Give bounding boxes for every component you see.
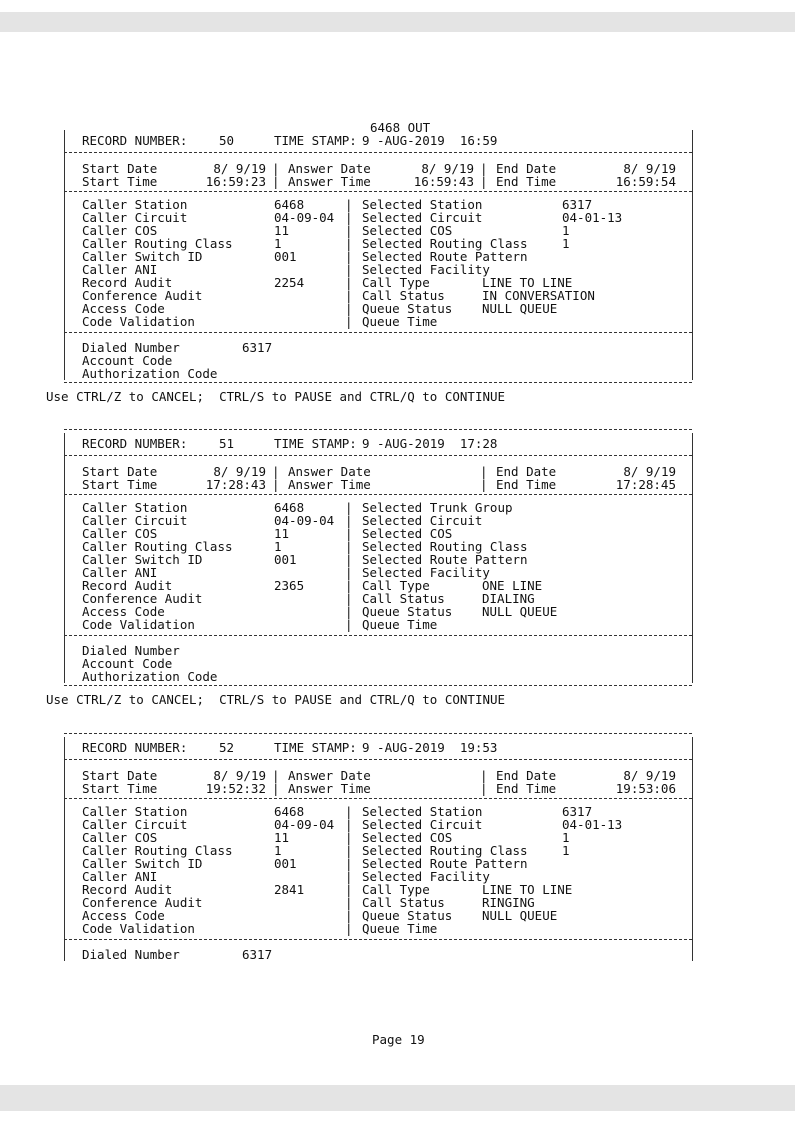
selected-field-label: Selected COS [362,223,453,238]
column-separator: | [345,539,353,554]
answer-time-label: Answer Time [288,781,371,796]
column-separator: | [345,223,353,238]
selected-field-label: Selected Circuit [362,210,483,225]
caller-field-label: Record Audit [82,882,173,897]
start-date-label: Start Date [82,768,158,783]
selected-field-label: Call Status [362,288,445,303]
selected-field-label: Call Type [362,578,430,593]
caller-field-label: Caller Circuit [82,210,188,225]
column-separator: | [272,768,280,783]
frame-border [64,737,65,961]
caller-field-label: Conference Audit [82,591,203,606]
answer-time-label: Answer Time [288,174,371,189]
dashed-divider [64,685,692,686]
end-time-value: 17:28:45 [615,477,676,492]
selected-field-label: Selected Routing Class [362,236,528,251]
selected-field-label: Queue Status [362,908,453,923]
selected-field-value: 1 [562,830,570,845]
selected-field-label: Queue Status [362,604,453,619]
column-separator: | [272,174,280,189]
column-separator: | [480,161,488,176]
selected-field-label: Queue Status [362,301,453,316]
column-separator: | [345,830,353,845]
column-separator: | [272,781,280,796]
column-separator: | [345,500,353,515]
start-time-value: 16:59:23 [205,174,266,189]
start-date-value: 8/ 9/19 [213,464,266,479]
frame-border [692,130,693,380]
caller-field-label: Caller Circuit [82,817,188,832]
selected-field-label: Call Type [362,275,430,290]
selected-field-value: ONE LINE [482,578,543,593]
time-stamp-label: TIME STAMP: [274,740,357,755]
selected-field-label: Call Type [362,882,430,897]
caller-field-value: 04-09-04 [274,210,335,225]
answer-date-label: Answer Date [288,161,371,176]
answer-date-label: Answer Date [288,464,371,479]
selected-field-value: 1 [562,223,570,238]
column-separator: | [345,288,353,303]
dashed-divider [64,382,692,383]
caller-field-label: Caller Switch ID [82,552,203,567]
selected-field-label: Selected Facility [362,869,490,884]
dashed-divider [64,635,692,636]
selected-field-value: IN CONVERSATION [482,288,595,303]
end-date-label: End Date [496,768,557,783]
caller-field-value: 6468 [274,197,305,212]
continue-prompt: Use CTRL/Z to CANCEL; CTRL/S to PAUSE and CTRL/Q to CONTINUE [46,389,506,404]
selected-field-value: 1 [562,843,570,858]
column-separator: | [345,804,353,819]
caller-field-value: 2841 [274,882,305,897]
selected-field-label: Selected Circuit [362,817,483,832]
frame-border [64,130,65,380]
selected-field-value: LINE TO LINE [482,275,573,290]
selected-field-label: Selected Station [362,804,483,819]
frame-border [692,737,693,961]
end-date-value: 8/ 9/19 [623,768,676,783]
selected-field-label: Selected COS [362,526,453,541]
caller-field-label: Caller Routing Class [82,236,233,251]
caller-field-label: Caller Switch ID [82,249,203,264]
scan-top-band [0,12,795,32]
column-separator: | [480,768,488,783]
caller-field-value: 6468 [274,500,305,515]
record-number-label: RECORD NUMBER: [82,133,188,148]
answer-date-value: 8/ 9/19 [421,161,474,176]
selected-field-label: Selected Facility [362,262,490,277]
dashed-divider [64,455,692,456]
column-separator: | [345,578,353,593]
dashed-divider [64,494,692,495]
column-separator: | [345,552,353,567]
selected-field-label: Call Status [362,591,445,606]
caller-field-value: 04-09-04 [274,513,335,528]
column-separator: | [345,526,353,541]
start-date-value: 8/ 9/19 [213,161,266,176]
column-separator: | [345,210,353,225]
column-separator: | [480,781,488,796]
start-time-label: Start Time [82,174,158,189]
dialed-number-value: 6317 [242,947,273,962]
end-time-label: End Time [496,174,557,189]
selected-field-label: Selected Routing Class [362,843,528,858]
caller-field-value: 2365 [274,578,305,593]
caller-field-label: Access Code [82,908,165,923]
selected-field-value: NULL QUEUE [482,908,558,923]
selected-field-label: Selected Routing Class [362,539,528,554]
start-time-value: 19:52:32 [205,781,266,796]
time-stamp-value: 9 -AUG-2019 19:53 [362,740,498,755]
caller-field-label: Caller Circuit [82,513,188,528]
dashed-divider [64,798,692,799]
column-separator: | [345,869,353,884]
selected-field-label: Selected Route Pattern [362,249,528,264]
selected-field-label: Selected Facility [362,565,490,580]
selected-field-label: Selected Circuit [362,513,483,528]
column-separator: | [345,249,353,264]
caller-field-label: Conference Audit [82,895,203,910]
scan-bottom-band [0,1085,795,1111]
start-date-label: Start Date [82,161,158,176]
answer-time-label: Answer Time [288,477,371,492]
caller-field-label: Record Audit [82,578,173,593]
column-separator: | [345,513,353,528]
column-separator: | [345,236,353,251]
selected-field-value: 6317 [562,804,593,819]
selected-field-label: Selected Station [362,197,483,212]
account-code-label: Account Code [82,353,173,368]
column-separator: | [345,856,353,871]
column-separator: | [345,565,353,580]
caller-field-label: Caller COS [82,526,158,541]
column-separator: | [345,604,353,619]
dialed-number-label: Dialed Number [82,340,180,355]
dashed-divider [64,152,692,153]
authorization-code-label: Authorization Code [82,669,218,684]
caller-field-label: Caller Routing Class [82,843,233,858]
page-number: Page 19 [372,1032,425,1047]
caller-field-label: Access Code [82,604,165,619]
caller-field-label: Caller ANI [82,565,158,580]
caller-field-label: Record Audit [82,275,173,290]
caller-field-label: Caller Station [82,500,188,515]
column-separator: | [345,262,353,277]
column-separator: | [345,591,353,606]
selected-field-label: Queue Time [362,921,438,936]
column-separator: | [272,477,280,492]
selected-field-value: NULL QUEUE [482,604,558,619]
caller-field-label: Caller Switch ID [82,856,203,871]
column-separator: | [345,817,353,832]
authorization-code-label: Authorization Code [82,366,218,381]
caller-field-value: 1 [274,843,282,858]
caller-field-label: Caller COS [82,223,158,238]
selected-field-value: 6317 [562,197,593,212]
column-separator: | [480,464,488,479]
end-time-label: End Time [496,477,557,492]
caller-field-label: Conference Audit [82,288,203,303]
caller-field-label: Code Validation [82,921,195,936]
dialed-number-value: 6317 [242,340,273,355]
caller-field-value: 11 [274,830,290,845]
column-separator: | [480,174,488,189]
selected-field-label: Selected Route Pattern [362,552,528,567]
caller-field-value: 001 [274,249,297,264]
end-time-value: 19:53:06 [615,781,676,796]
selected-field-value: 04-01-13 [562,210,623,225]
column-separator: | [345,314,353,329]
end-date-label: End Date [496,464,557,479]
answer-time-value: 16:59:43 [413,174,474,189]
continue-prompt: Use CTRL/Z to CANCEL; CTRL/S to PAUSE and CTRL/Q to CONTINUE [46,692,506,707]
selected-field-value: LINE TO LINE [482,882,573,897]
caller-field-value: 11 [274,223,290,238]
start-date-value: 8/ 9/19 [213,768,266,783]
caller-field-label: Caller Routing Class [82,539,233,554]
frame-border [64,433,65,683]
caller-field-value: 1 [274,236,282,251]
caller-field-value: 1 [274,539,282,554]
selected-field-label: Selected COS [362,830,453,845]
selected-field-value: 1 [562,236,570,251]
time-stamp-label: TIME STAMP: [274,133,357,148]
selected-field-label: Selected Route Pattern [362,856,528,871]
dialed-number-label: Dialed Number [82,947,180,962]
end-date-value: 8/ 9/19 [623,464,676,479]
dashed-divider [64,939,692,940]
report-header-title: 6468 OUT [370,120,431,135]
record-number-value: 50 [219,133,235,148]
dashed-divider [64,429,692,430]
selected-field-value: NULL QUEUE [482,301,558,316]
account-code-label: Account Code [82,656,173,671]
column-separator: | [345,301,353,316]
record-number-value: 51 [219,436,235,451]
caller-field-value: 6468 [274,804,305,819]
time-stamp-label: TIME STAMP: [274,436,357,451]
column-separator: | [345,921,353,936]
caller-field-label: Code Validation [82,314,195,329]
start-date-label: Start Date [82,464,158,479]
caller-field-label: Caller Station [82,804,188,819]
record-number-value: 52 [219,740,235,755]
caller-field-value: 001 [274,552,297,567]
dashed-divider [64,191,692,192]
column-separator: | [272,161,280,176]
selected-field-value: RINGING [482,895,535,910]
start-time-label: Start Time [82,477,158,492]
end-date-value: 8/ 9/19 [623,161,676,176]
dashed-divider [64,332,692,333]
selected-field-label: Queue Time [362,314,438,329]
selected-field-value: DIALING [482,591,535,606]
dialed-number-label: Dialed Number [82,643,180,658]
caller-field-value: 2254 [274,275,305,290]
record-number-label: RECORD NUMBER: [82,436,188,451]
answer-date-label: Answer Date [288,768,371,783]
record-number-label: RECORD NUMBER: [82,740,188,755]
caller-field-label: Caller ANI [82,869,158,884]
end-time-label: End Time [496,781,557,796]
column-separator: | [345,908,353,923]
end-date-label: End Date [496,161,557,176]
caller-field-value: 11 [274,526,290,541]
selected-field-label: Selected Trunk Group [362,500,513,515]
time-stamp-value: 9 -AUG-2019 17:28 [362,436,498,451]
start-time-label: Start Time [82,781,158,796]
time-stamp-value: 9 -AUG-2019 16:59 [362,133,498,148]
column-separator: | [345,197,353,212]
caller-field-label: Caller ANI [82,262,158,277]
caller-field-label: Caller Station [82,197,188,212]
column-separator: | [480,477,488,492]
caller-field-label: Code Validation [82,617,195,632]
caller-field-value: 04-09-04 [274,817,335,832]
column-separator: | [345,275,353,290]
end-time-value: 16:59:54 [615,174,676,189]
column-separator: | [345,843,353,858]
selected-field-label: Queue Time [362,617,438,632]
column-separator: | [345,895,353,910]
start-time-value: 17:28:43 [205,477,266,492]
column-separator: | [272,464,280,479]
caller-field-label: Caller COS [82,830,158,845]
dashed-divider [64,759,692,760]
caller-field-value: 001 [274,856,297,871]
column-separator: | [345,617,353,632]
selected-field-label: Call Status [362,895,445,910]
selected-field-value: 04-01-13 [562,817,623,832]
caller-field-label: Access Code [82,301,165,316]
column-separator: | [345,882,353,897]
dashed-divider [64,733,692,734]
frame-border [692,433,693,683]
